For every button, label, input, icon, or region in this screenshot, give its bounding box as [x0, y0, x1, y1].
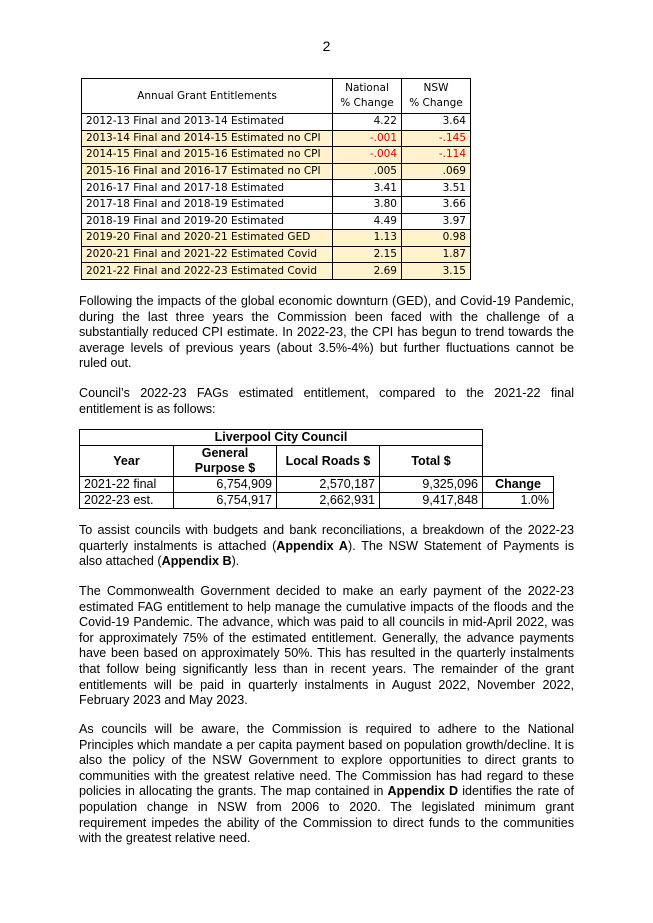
- row-label: 2021-22 Final and 2022-23 Estimated Covid: [82, 263, 333, 280]
- row-label: 2019-20 Final and 2020-21 Estimated GED: [82, 230, 333, 247]
- para3-text-b: ). The NSW Statement of Payments is also attached (: [79, 538, 575, 569]
- row-nsw-change: -.114: [402, 147, 471, 164]
- row-national-change: 4.22: [333, 114, 402, 131]
- row-local-roads: 2,570,187: [277, 477, 380, 493]
- para5-text-a: As councils will be aware, the Commission is required to adhere to the National Principles which mandate a per capita payment based on population growth/decline. It is also the policy of the NSW Government to explore opportunities to direct grants to communities with the greatest relative need. The Commission has had regard to these policies in allocating the grants. The map contained in: [79, 722, 574, 799]
- row-national-change: -.001: [333, 130, 402, 147]
- row-national-change: 1.13: [333, 230, 402, 247]
- row-label: 2020-21 Final and 2021-22 Estimated Covid: [82, 246, 333, 263]
- change-header: Change: [483, 477, 554, 493]
- row-label: 2017-18 Final and 2018-19 Estimated: [82, 196, 333, 213]
- row-national-change: .005: [333, 163, 402, 180]
- table-row: [82, 147, 471, 164]
- row-national-change: 3.80: [333, 196, 402, 213]
- grant-table-header: [82, 79, 471, 114]
- council-table-blank: [483, 446, 554, 477]
- row-nsw-change: 1.87: [402, 246, 471, 263]
- row-label: 2013-14 Final and 2014-15 Estimated no CPI: [82, 130, 333, 147]
- grant-header-nsw: NSW % Change: [402, 79, 471, 114]
- para3-text-a: To assist councils with budgets and bank reconciliations, a breakdown of the 2022-23 quarterly instalments is attached (: [79, 523, 574, 553]
- table-row: [82, 196, 471, 213]
- row-year: 2021-22 final: [80, 477, 174, 493]
- row-nsw-change: -.145: [402, 130, 471, 147]
- paragraph-instalments: [79, 523, 574, 570]
- appendix-a-ref: Appendix A: [276, 538, 349, 553]
- row-label: 2016-17 Final and 2017-18 Estimated: [82, 180, 333, 197]
- council-table-header-row: [80, 446, 554, 477]
- grant-header-national: National % Change: [333, 79, 402, 114]
- header-general-purpose: General Purpose $: [174, 446, 277, 477]
- row-total: 9,417,848: [380, 493, 483, 509]
- page-number: 2: [322, 38, 331, 54]
- table-row: [82, 163, 471, 180]
- grant-entitlements-table: [81, 78, 471, 280]
- grant-header-label: Annual Grant Entitlements: [82, 79, 333, 114]
- table-row: [80, 477, 554, 493]
- row-nsw-change: 3.97: [402, 213, 471, 230]
- paragraph-entitlement-intro: Council’s 2022-23 FAGs estimated entitlement, compared to the 2021-22 final entitlement is as follows:: [79, 386, 574, 416]
- row-general-purpose: 6,754,917: [174, 493, 277, 509]
- para5-text-b: identifies the rate of population change in NSW from 2006 to 2020. The legislated minimum grant requirement impedes the ability of the Commission to direct funds to the communities with the greatest relative need.: [79, 784, 574, 846]
- table-row: [82, 130, 471, 147]
- table-row: [80, 493, 554, 509]
- row-national-change: 3.41: [333, 180, 402, 197]
- para3-text-c: ).: [231, 554, 240, 569]
- row-label: 2018-19 Final and 2019-20 Estimated: [82, 213, 333, 230]
- row-nsw-change: 3.64: [402, 114, 471, 131]
- row-nsw-change: .069: [402, 163, 471, 180]
- row-general-purpose: 6,754,909: [174, 477, 277, 493]
- row-local-roads: 2,662,931: [277, 493, 380, 509]
- row-nsw-change: 3.66: [402, 196, 471, 213]
- row-national-change: -.004: [333, 147, 402, 164]
- row-nsw-change: 3.15: [402, 263, 471, 280]
- appendix-d-ref: Appendix D: [387, 784, 459, 799]
- row-national-change: 2.15: [333, 246, 402, 263]
- header-year: Year: [80, 446, 174, 477]
- row-national-change: 4.49: [333, 213, 402, 230]
- appendix-b-ref: Appendix B: [161, 554, 232, 569]
- row-label: 2014-15 Final and 2015-16 Estimated no CPI: [82, 147, 333, 164]
- table-row: [82, 230, 471, 247]
- paragraph-national-principles: [79, 722, 574, 847]
- paragraph-early-payment: The Commonwealth Government decided to make an early payment of the 2022-23 estimated FAG entitlement to help manage the cumulative impacts of the floods and the Covid-19 Pandemic. The advance, which was paid to all councils in mid-April 2022, was for approximately 75% of the estimated entitlement. Generally, the advance payments have been based on approximately 50%. This has resulted in the quarterly instalments that follow being significantly less than in recent years. The remainder of the grant entitlements will be paid in quarterly instalments in August 2022, November 2022, February 2023 and May 2023.: [79, 584, 574, 708]
- table-row: [82, 263, 471, 280]
- table-row: [82, 213, 471, 230]
- council-table-blank: [483, 430, 554, 446]
- council-table-title-row: [80, 430, 554, 446]
- council-entitlement-table: [79, 429, 554, 509]
- council-table-title: Liverpool City Council: [80, 430, 483, 446]
- header-local-roads: Local Roads $: [277, 446, 380, 477]
- row-nsw-change: 3.51: [402, 180, 471, 197]
- paragraph-ged-covid: Following the impacts of the global economic downturn (GED), and Covid-19 Pandemic, during the last three years the Commission been faced with the challenge of a substantially reduced CPI estimate. In 2022-23, the CPI has begun to trend towards the average levels of previous years (about 3.5%-4%) but further fluctuations cannot be ruled out.: [79, 294, 574, 371]
- table-row: [82, 246, 471, 263]
- row-total: 9,325,096: [380, 477, 483, 493]
- row-year: 2022-23 est.: [80, 493, 174, 509]
- row-label: 2012-13 Final and 2013-14 Estimated: [82, 114, 333, 131]
- table-row: [82, 180, 471, 197]
- row-label: 2015-16 Final and 2016-17 Estimated no CPI: [82, 163, 333, 180]
- row-change: 1.0%: [483, 493, 554, 509]
- row-national-change: 2.69: [333, 263, 402, 280]
- row-nsw-change: 0.98: [402, 230, 471, 247]
- table-row: [82, 114, 471, 131]
- header-total: Total $: [380, 446, 483, 477]
